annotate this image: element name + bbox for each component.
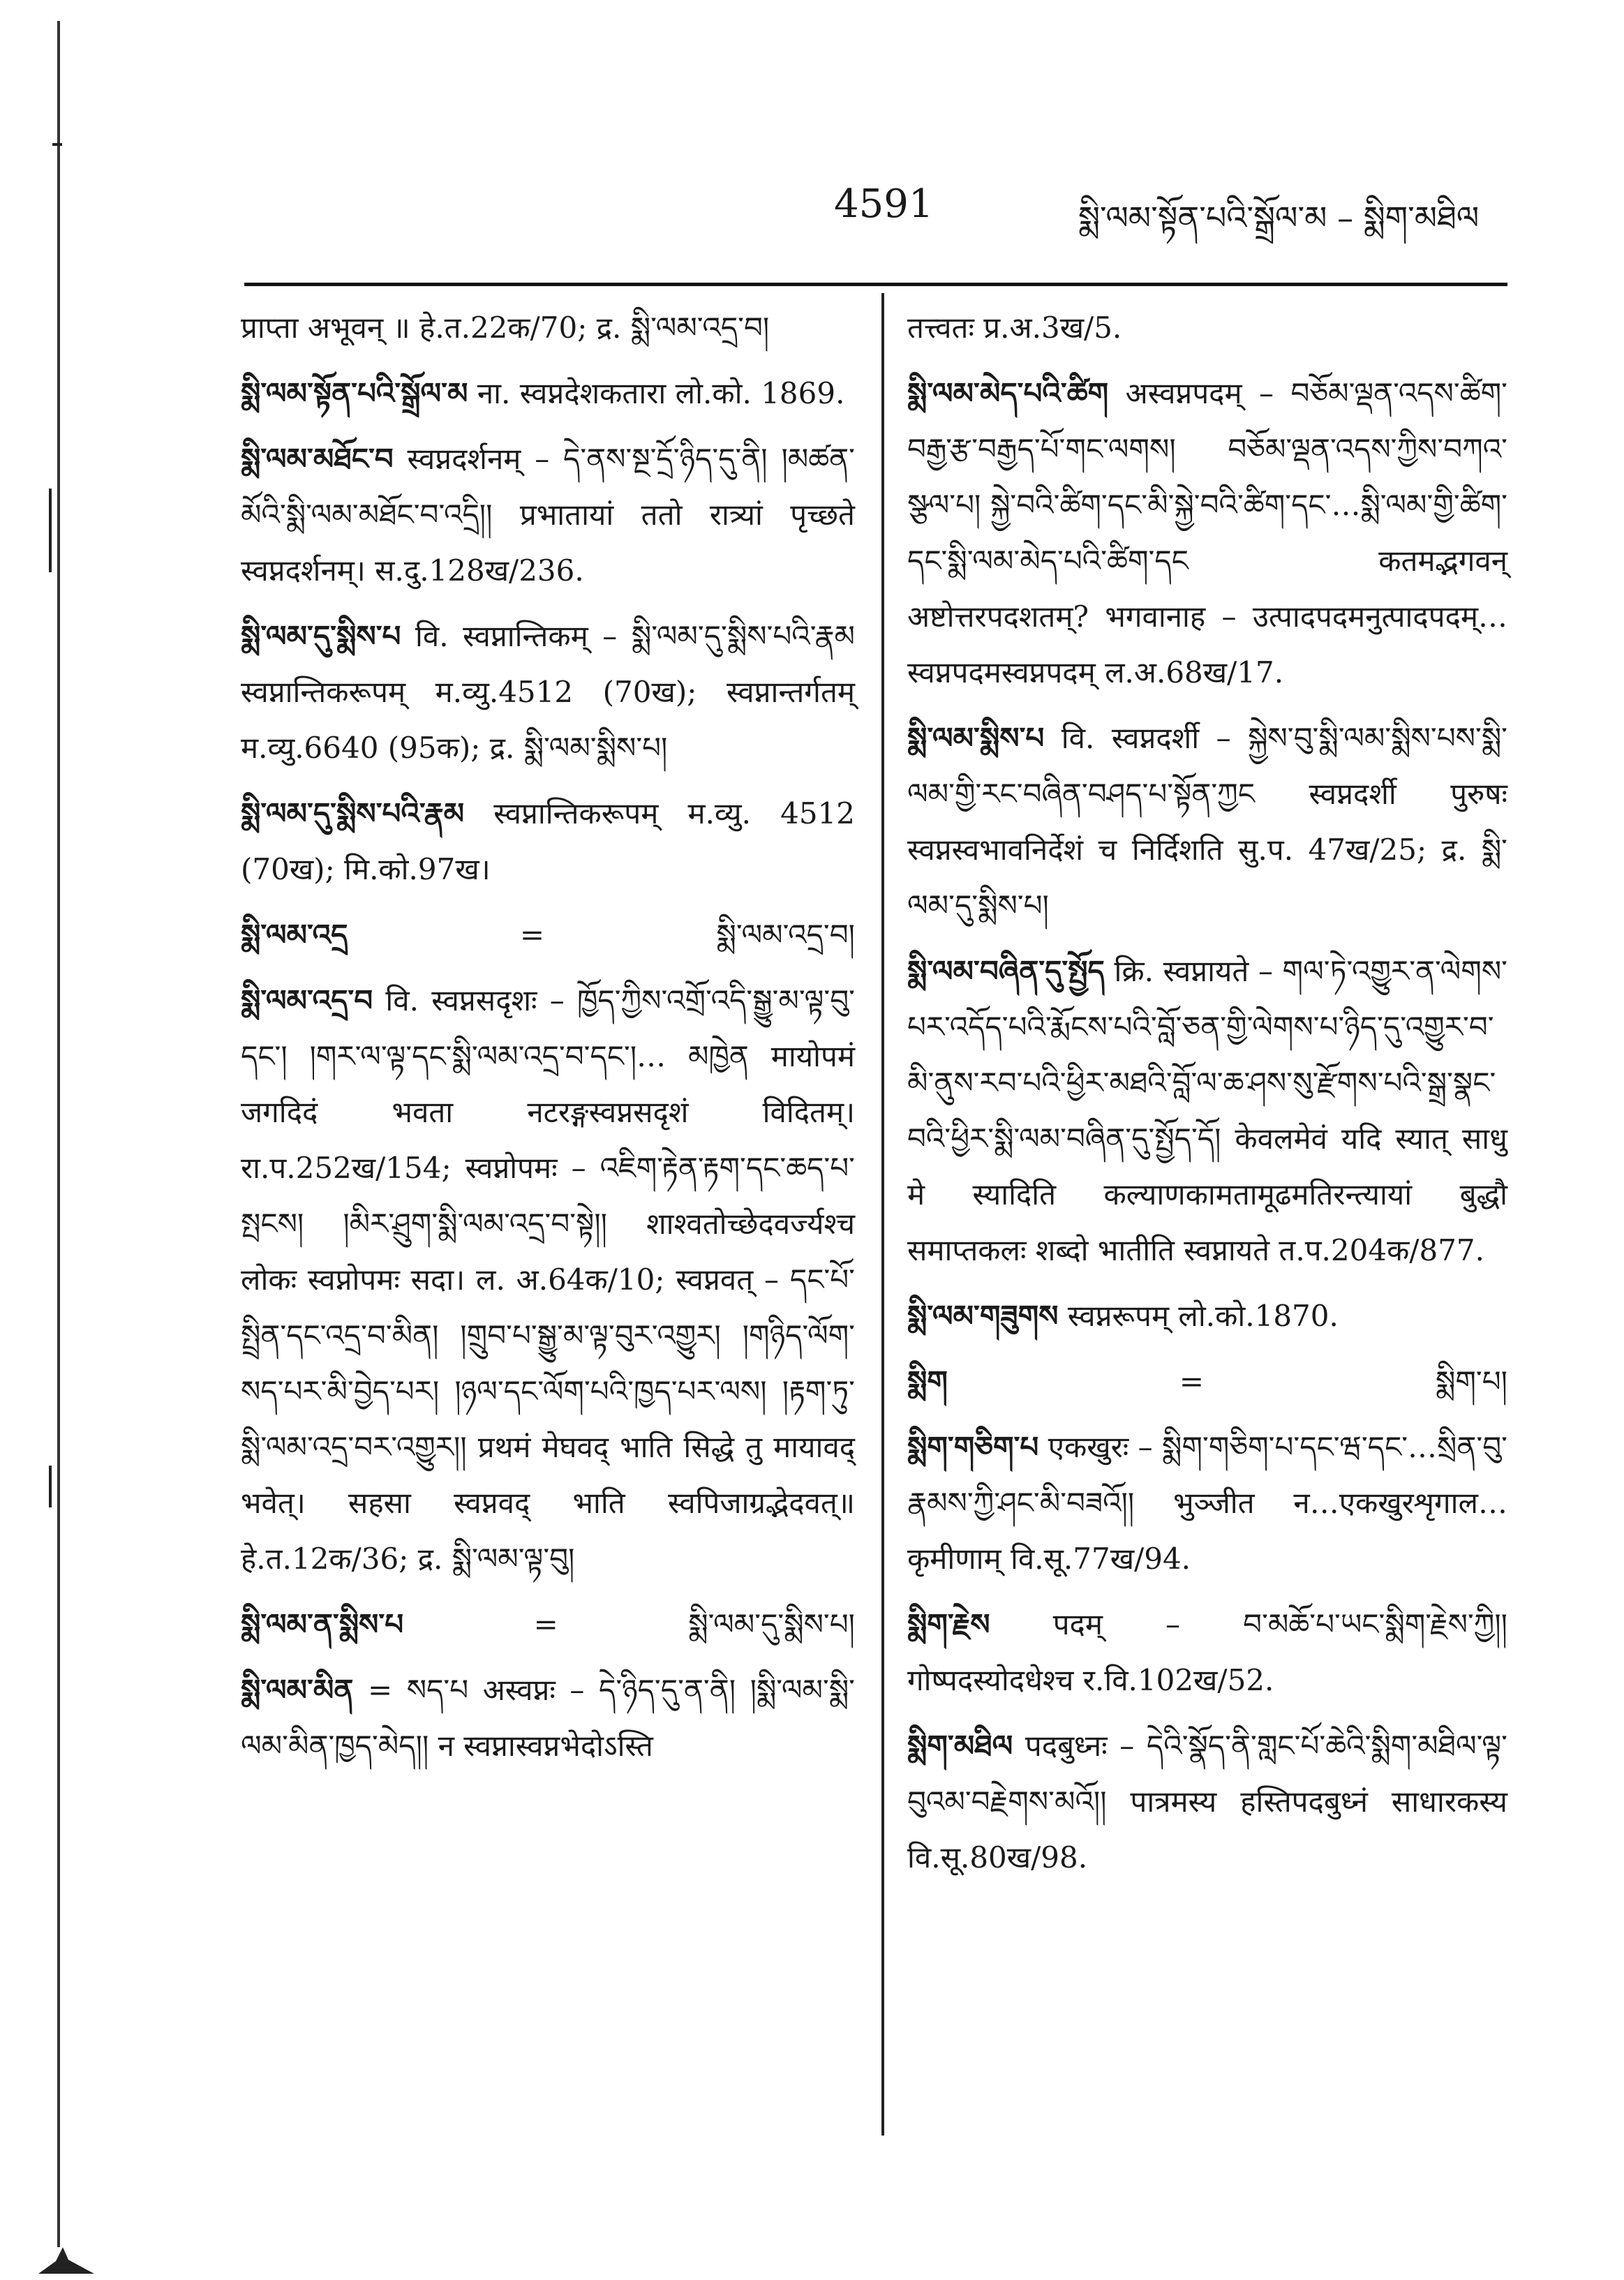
left-column	[241, 300, 855, 1784]
equals-sign: =	[1179, 1364, 1205, 1399]
dictionary-entry	[241, 786, 855, 897]
margin-bracket-mark	[49, 1466, 52, 1507]
cross-reference-target: སྨི་ལམ་དུ་སྨིས་པ།	[688, 1607, 855, 1641]
ink-blot-mark	[35, 2233, 98, 2275]
entry-definition: एकखुरः – སྨིག་གཅིག་པ་དང་ཝ་དང་…སྲིན་བུ་རྣམས་ཀྱི་ཤང་མི་བཟའོ།། भुञ्जीत न…एकखुरशृगाल…कृमीणाम् वि.सू.77ख/94.	[907, 1430, 1507, 1576]
entry-definition: तत्त्वतः प्र.अ.3ख/5.	[907, 311, 1122, 345]
entry-headword: སྨི་ལམ་འདྲ	[241, 918, 348, 952]
margin-binding-line	[57, 21, 60, 2247]
entry-headword: སྨིག	[907, 1364, 948, 1399]
entry-definition: = སད་པ अस्वप्नः – དེ་ཉིད་དུ་ན་ནི། །སྨི་ལམ་སྨི་ལམ་མིན་ཁྱད་མེད།། न स्वप्नास्वप्नभेदोऽस्ति	[241, 1673, 855, 1763]
page-number: 4591	[834, 181, 934, 227]
running-head-title: སྨི་ལམ་སྟོན་པའི་སྒྲོལ་མ – སྨིག་མཐིལ	[1078, 199, 1480, 237]
entry-headword: སྨི་ལམ་དུ་སྨིས་པའི་རྣམ	[241, 796, 465, 830]
entry-headword: སྨི་ལམ་བཞིན་དུ་སྤྱོད	[907, 954, 1105, 988]
margin-bracket-mark	[49, 489, 52, 572]
dictionary-entry	[907, 300, 1507, 356]
right-column	[907, 300, 1507, 1895]
dictionary-entry	[241, 300, 855, 356]
dictionary-entry	[241, 431, 855, 599]
entry-definition: स्वप्नान्तिकरूपम् म.व्यु. 4512 (70ख); मि.को.97ख।	[241, 796, 855, 886]
entry-definition: वि. स्वप्नसदृशः – ཁྱོད་ཀྱིས་འགྲོ་འདི་སྒྱུ་མ་ལྟ་བུ་དང་། །གར་ལ་ལྟ་དང་སྨི་ལམ་འདྲ་བ་དང་།… མཁྱེན मायोपमं जगदिदं भवता नटरङ्गस्वप्नसदृशं विदितम्। रा.प.252ख/154; स्वप्नोपमः – འཇིག་རྟེན་རྟག་དང་ཆད་པ་སྤངས། །མིར་ཤྲུག་སྨི་ལམ་འདྲ་བ་སྟེ།། शाश्वतोच्छेदवर्ज्यश्च लोकः स्वप्नोपमः सदा। ल. अ.64क/10; स्वप्नवत् – དང་པོ་སྤྲིན་དང་འདྲ་བ་མིན། །གྲུབ་པ་སྒྱུ་མ་ལྟ་བུར་འགྱུར། །གཉིད་ལོག་སད་པར་མི་བྱེད་པར། །ཉལ་དང་ལོག་པའི་ཁྱད་པར་ལས། །རྟག་ཏུ་སྨི་ལམ་འདྲ་བར་འགྱུར།། प्रथमं मेघवद् भाति सिद्धे तु मायावद् भवेत्। सहसा स्वप्नवद् भाति स्वपिजाग्रद्भेदवत्॥ हे.त.12क/36; द्र. སྨི་ལམ་ལྟ་བུ།	[241, 983, 855, 1576]
entry-headword: སྨིག་རྗེས	[907, 1607, 990, 1641]
cross-reference-entry	[907, 1354, 1507, 1410]
entry-definition: क्रि. स्वप्नायते – གལ་ཏེ་འགྱུར་ན་ལེགས་པར་འདོད་པའི་རྨོངས་པའི་བློ་ཅན་གྱི་ལེགས་པ་ཉིད་དུ་འགྱུར་བ་མི་ནུས་རབ་པའི་ཕྱིར་མཐའི་བློ་ལ་ཆ་ཤས་སུ་རྫོགས་པའི་སྒྲ་སྣང་བའི་ཕྱིར་སྨི་ལམ་བཞིན་དུ་སྤྱོད་དོ། केवलमेवं यदि स्यात् साधु मे स्यादिति कल्याणकामतामूढमतिरन्त्यायां बुद्धौ समाप्तकलः शब्दो भातीति स्वप्नायते त.प.204क/877.	[907, 954, 1507, 1267]
entry-definition: अस्वप्नपदम् – བཅོམ་ལྡན་འདས་ཚིག་བརྒྱ་རྩ་བརྒྱད་པོ་གང་ལགས། བཅོམ་ལྡན་འདས་ཀྱིས་བཀའ་སྩལ་པ། སྐྱེ་བའི་ཚིག་དང་མི་སྐྱེ་བའི་ཚིག་དང་…སྨི་ལམ་གྱི་ཚིག་དང་སྨི་ལམ་མེད་པའི་ཚིག་དང कतमद्भगवन् अष्टोत्तरपदशतम्? भगवानाह – उत्पादपदमनुत्पादपदम्…स्वप्नपदमस्वप्नपदम् ल.अ.68ख/17.	[907, 376, 1507, 690]
entry-headword: སྨིག་གཅིག་པ	[907, 1430, 1039, 1464]
entry-definition: स्वप्नरूपम् लो.को.1870.	[1067, 1299, 1339, 1333]
dictionary-entry	[907, 1420, 1507, 1587]
dictionary-entry	[241, 973, 855, 1587]
entry-definition: वि. स्वप्नदर्शी – སྐྱེས་བུ་སྨི་ལམ་སྨིས་པས་སྨི་ལམ་གྱི་རང་བཞིན་བཤད་པ་སྟོན་ཀྱང स्वप्नदर्शी पुरुषः स्वप्नस्वभावनिर्देशं च निर्दिशति सु.प. 47ख/25; द्र. སྨི་ལམ་དུ་སྨིས་པ།	[907, 721, 1507, 923]
dictionary-entry	[907, 366, 1507, 701]
entry-headword: སྨི་ལམ་སྟོན་པའི་སྒྲོལ་མ	[241, 376, 468, 410]
entry-headword: སྨི་ལམ་མཐོང་བ	[241, 442, 394, 476]
entry-definition: वि. स्वप्नान्तिकम् – སྨི་ལམ་དུ་སྨིས་པའི་རྣམ स्वप्नान्तिकरूपम् म.व्यु.4512 (70ख); स्वप्नान्तर्गतम् म.व्यु.6640 (95क); द्र. སྨི་ལམ་སྨིས་པ།	[241, 619, 855, 765]
dictionary-entry	[907, 1288, 1507, 1344]
dictionary-entry	[241, 609, 855, 776]
entry-headword: སྨི་ལམ་མིན	[241, 1673, 354, 1707]
entry-headword: སྨི་ལམ་སྨིས་པ	[907, 721, 1045, 755]
entry-definition: ना. स्वप्नदेशकतारा लो.को. 1869.	[477, 376, 845, 410]
entry-headword: སྨི་ལམ་དུ་སྨིས་པ	[241, 619, 401, 653]
dictionary-entry	[907, 944, 1507, 1279]
dictionary-entry	[241, 366, 855, 422]
cross-reference-entry	[241, 907, 855, 963]
dictionary-entry	[907, 1597, 1507, 1708]
dictionary-entry	[907, 710, 1507, 934]
equals-sign: =	[519, 918, 545, 952]
margin-tick-mark	[52, 143, 62, 146]
entry-definition: स्वप्नदर्शनम् – དེ་ནས་སྔ་དྲོ་ཉིད་དུ་ནི། །མཚན་མོའི་སྨི་ལམ་མཐོང་བ་འདྲི།། प्रभातायां ततो रात्र्यां पृच्छते स्वप्नदर्शनम्। स.दु.128ख/236.	[241, 442, 855, 588]
entry-headword: སྨི་ལམ་འདྲ་བ	[241, 983, 373, 1018]
dictionary-entry	[907, 1718, 1507, 1886]
entry-definition: पदम् – བ་མཆོ་པ་ཡང་སྨིག་རྗེས་ཀྱི།། गोष्पदस्योदधेश्च र.वि.102ख/52.	[907, 1607, 1507, 1697]
column-divider	[881, 293, 884, 2136]
entry-headword: སྨིག་མཐིལ	[907, 1729, 1013, 1763]
entry-headword: སྨི་ལམ་མེད་པའི་ཚིག	[907, 376, 1109, 410]
header-rule	[244, 283, 1507, 286]
page-header	[0, 174, 1624, 244]
cross-reference-target: སྨི་ལམ་འདྲ་བ།	[716, 918, 855, 952]
equals-sign: =	[533, 1607, 558, 1641]
cross-reference-target: སྨིག་པ།	[1436, 1364, 1507, 1399]
entry-definition: प्राप्ता अभूवन् ॥ हे.त.22क/70; द्र. སྨི་ལམ་འདྲ་བ།	[241, 311, 770, 345]
dictionary-entry	[241, 1662, 855, 1774]
entry-headword: སྨི་ལམ་ན་སྨིས་པ	[241, 1607, 404, 1641]
entry-definition: पदबुध्नः – དེའི་སྣོད་ནི་གླང་པོ་ཆེའི་སྨིག་མཐིལ་ལྟ་བུའམ་བརྗེགས་མའོ།། पात्रमस्य हस्तिपदबुध्नं साधारकस्य वि.सू.80ख/98.	[907, 1729, 1507, 1875]
entry-headword: སྨི་ལམ་གཟུགས	[907, 1299, 1059, 1333]
cross-reference-entry	[241, 1597, 855, 1653]
